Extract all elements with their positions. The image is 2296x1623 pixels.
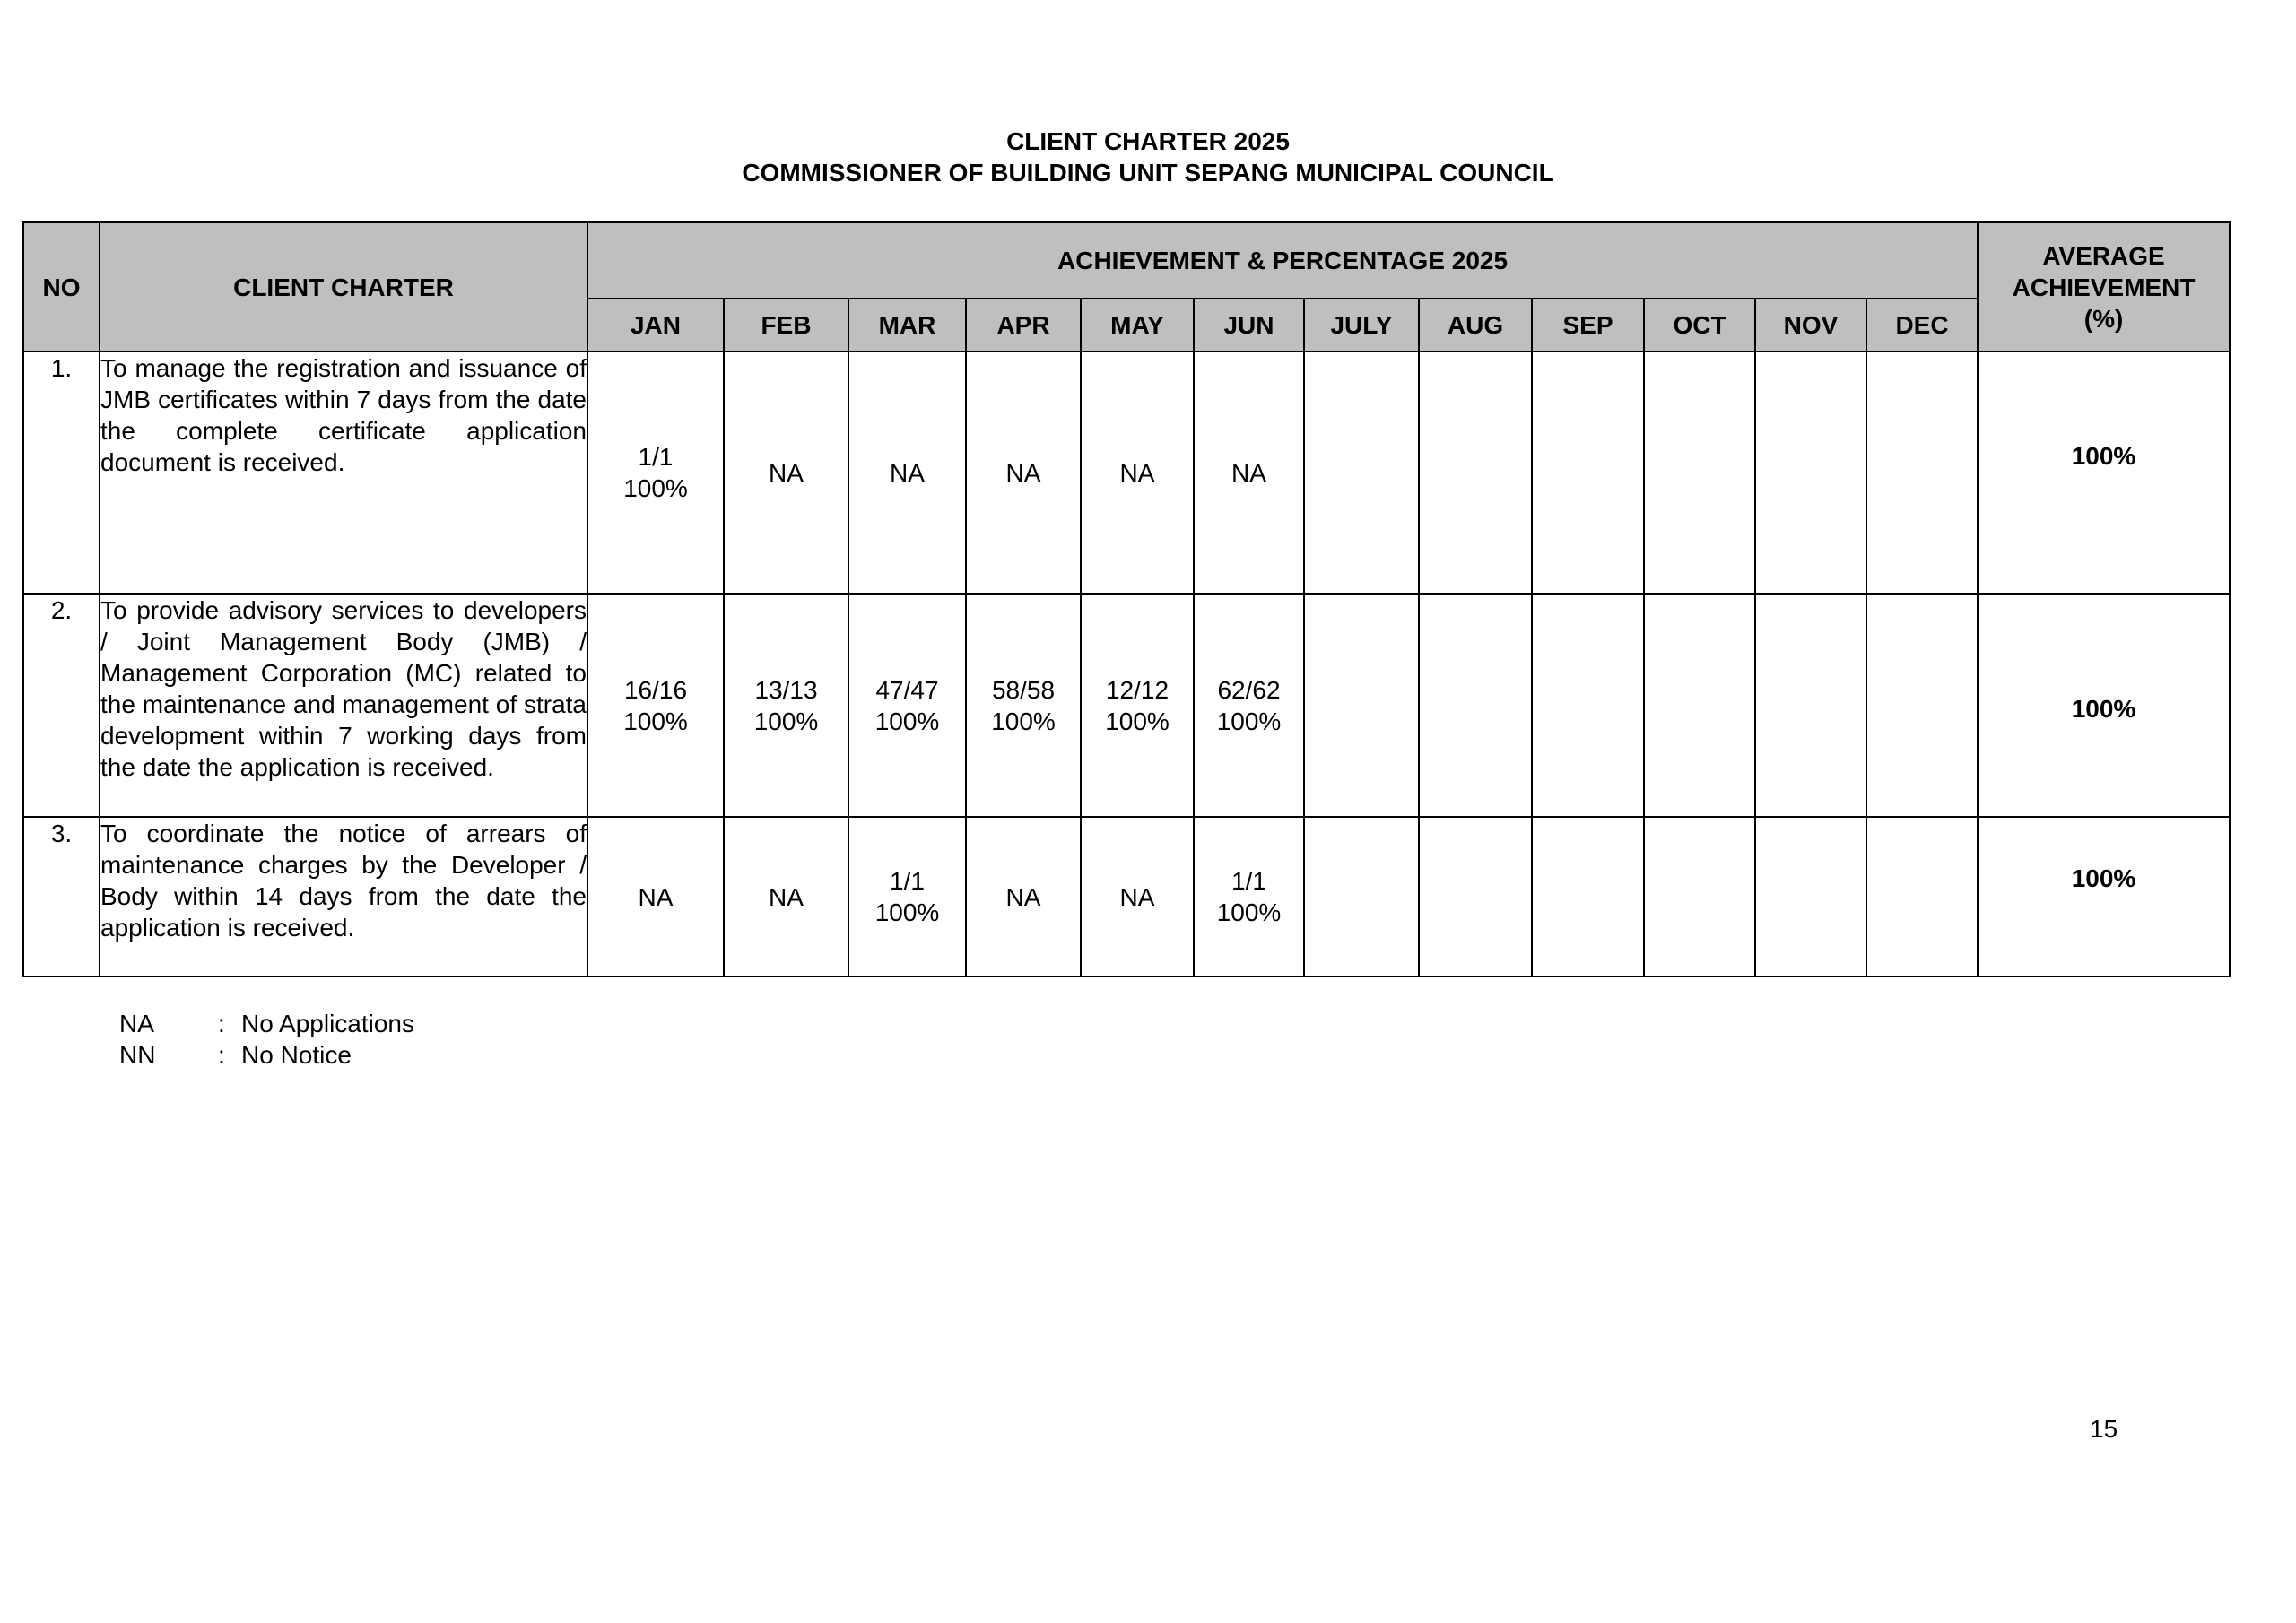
month-cell (966, 352, 1081, 594)
legend-separator: : (218, 1041, 225, 1069)
month-cell (1532, 352, 1644, 594)
header-no: NO (23, 222, 100, 352)
page-number: 15 (2090, 1415, 2118, 1443)
table-row (23, 352, 2230, 594)
legend-separator: : (218, 1010, 225, 1037)
row-number: 2. (23, 594, 100, 817)
header-month: JULY (1304, 299, 1419, 352)
achievement-count: NA (1005, 882, 1041, 911)
month-cell (1532, 817, 1644, 976)
month-cell (1081, 817, 1194, 976)
achievement-count: NA (1231, 458, 1266, 487)
achievement-percentage: 100% (874, 707, 940, 735)
header-month: DEC (1866, 299, 1978, 352)
average-achievement-cell (1978, 817, 2230, 976)
header-average-achievement: AVERAGE ACHIEVEMENT (%) (1978, 222, 2230, 352)
month-cell (966, 594, 1081, 817)
achievement-count: 62/62 (1217, 675, 1281, 704)
month-cell (1755, 594, 1866, 817)
table-row (23, 594, 2230, 817)
month-cell (966, 817, 1081, 976)
month-cell (587, 594, 724, 817)
legend-code: NN (119, 1041, 156, 1069)
month-cell (1419, 352, 1532, 594)
average-achievement: 100% (2071, 442, 2136, 470)
legend (119, 1008, 414, 1071)
achievement-count: NA (890, 458, 925, 487)
achievement-count: 12/12 (1105, 675, 1170, 704)
month-cell (1866, 817, 1978, 976)
month-cell (1755, 817, 1866, 976)
average-achievement-cell (1978, 594, 2230, 817)
month-cell (1644, 594, 1755, 817)
month-cell (1866, 352, 1978, 594)
achievement-count: NA (1005, 458, 1041, 487)
month-cell (587, 817, 724, 976)
header-month: NOV (1755, 299, 1866, 352)
achievement-count: NA (769, 458, 804, 487)
achievement-count: 1/1 (1231, 867, 1266, 895)
achievement-count: 1/1 (638, 443, 674, 471)
month-cell (1304, 352, 1419, 594)
charter-description: To provide advisory services to developers / Joint Management Body (JMB) / Management Corporation (MC) related to the maintenance and management of strata development within 7 working days from the date the application is received. (100, 594, 587, 817)
legend-code: NA (119, 1010, 154, 1037)
month-cell (1194, 352, 1304, 594)
header-month: SEP (1532, 299, 1644, 352)
month-cell (848, 817, 966, 976)
achievement-percentage: 100% (1105, 707, 1170, 735)
table-row (23, 817, 2230, 976)
achievement-percentage: 100% (1216, 898, 1282, 926)
achievement-percentage: 100% (623, 707, 688, 735)
month-cell (1419, 594, 1532, 817)
header-achievement: ACHIEVEMENT & PERCENTAGE 2025 (587, 222, 1978, 299)
header-month: OCT (1644, 299, 1755, 352)
document-title (0, 126, 2296, 188)
client-charter-table (22, 221, 2231, 977)
month-cell (1194, 817, 1304, 976)
average-achievement-cell (1978, 352, 2230, 594)
month-cell (1866, 594, 1978, 817)
achievement-count: NA (769, 882, 804, 911)
legend-item (119, 1008, 414, 1039)
month-cell (1194, 594, 1304, 817)
month-cell (1419, 817, 1532, 976)
month-cell (587, 352, 724, 594)
month-cell (1081, 352, 1194, 594)
achievement-count: 13/13 (754, 675, 818, 704)
month-cell (1644, 817, 1755, 976)
achievement-count: 1/1 (890, 867, 925, 895)
month-cell (848, 594, 966, 817)
legend-meaning: No Applications (241, 1010, 415, 1037)
month-cell (1081, 594, 1194, 817)
month-cell (848, 352, 966, 594)
achievement-percentage: 100% (991, 707, 1056, 735)
month-cell (1532, 594, 1644, 817)
achievement-count: NA (638, 882, 674, 911)
header-month: JUN (1194, 299, 1304, 352)
charter-description: To manage the registration and issuance of JMB certificates within 7 days from the date the complete certificate application document is received. (100, 352, 587, 594)
month-cell (1644, 352, 1755, 594)
month-cell (724, 352, 848, 594)
month-cell (1304, 817, 1419, 976)
achievement-percentage: 100% (1216, 707, 1282, 735)
achievement-count: NA (1119, 882, 1155, 911)
legend-item (119, 1039, 414, 1071)
charter-description: To coordinate the notice of arrears of maintenance charges by the Developer / Body within 14 days from the date the application is received. (100, 817, 587, 976)
header-month: MAY (1081, 299, 1194, 352)
header-month: JAN (587, 299, 724, 352)
row-number: 3. (23, 817, 100, 976)
average-achievement: 100% (2071, 864, 2136, 892)
achievement-percentage: 100% (753, 707, 819, 735)
month-cell (1304, 594, 1419, 817)
header-month: AUG (1419, 299, 1532, 352)
legend-meaning: No Notice (241, 1041, 352, 1069)
average-achievement: 100% (2071, 695, 2136, 723)
title-line-2: COMMISSIONER OF BUILDING UNIT SEPANG MUNICIPAL COUNCIL (742, 159, 1554, 187)
row-number: 1. (23, 352, 100, 594)
achievement-percentage: 100% (623, 474, 688, 502)
header-month: MAR (848, 299, 966, 352)
achievement-count: 58/58 (991, 675, 1056, 704)
achievement-percentage: 100% (874, 898, 940, 926)
achievement-count: 16/16 (623, 675, 688, 704)
month-cell (724, 594, 848, 817)
achievement-count: 47/47 (875, 675, 939, 704)
month-cell (1755, 352, 1866, 594)
title-line-1: CLIENT CHARTER 2025 (1006, 127, 1290, 155)
header-month: APR (966, 299, 1081, 352)
month-cell (724, 817, 848, 976)
header-month: FEB (724, 299, 848, 352)
header-client-charter: CLIENT CHARTER (100, 222, 587, 352)
achievement-count: NA (1119, 458, 1155, 487)
